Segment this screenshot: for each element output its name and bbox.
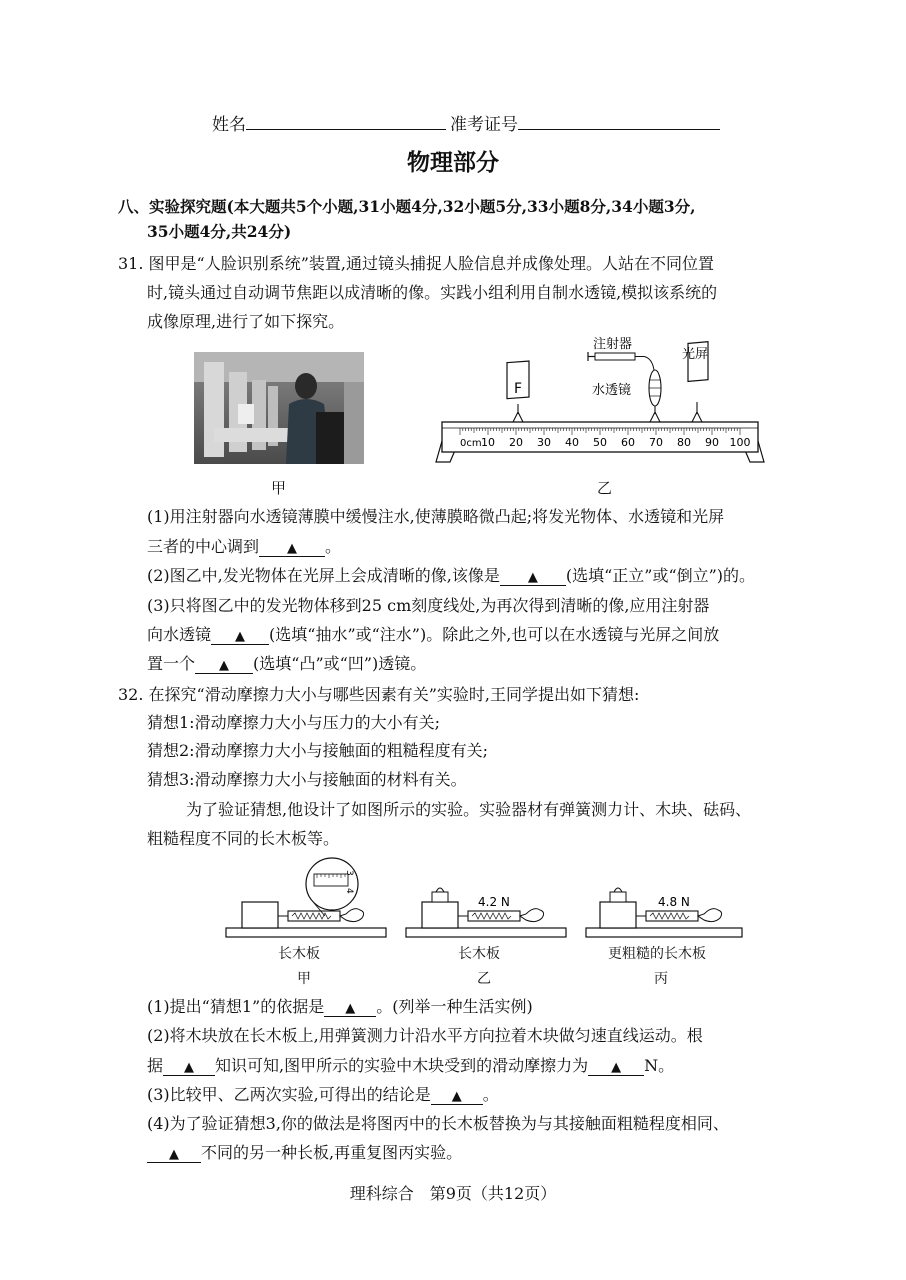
answer-blank: ▲: [259, 537, 325, 557]
answer-blank: ▲: [324, 997, 376, 1017]
ruler-tick-label: 20: [509, 436, 523, 449]
ruler-tick-label: 80: [677, 436, 691, 449]
q31-intro-line3: 成像原理,进行了如下探究。: [147, 312, 345, 331]
fig3-caption: 丙: [654, 971, 668, 987]
exam-number-field: [450, 110, 720, 135]
reading-2: 4.2 N: [478, 895, 510, 909]
weight-2: [432, 892, 448, 902]
long-board-2: [406, 928, 566, 937]
optical-bench-figure: [430, 336, 770, 466]
section-heading-line2: 35小题4分,共24分): [147, 222, 292, 241]
q32-part3: [147, 1082, 499, 1105]
q32-guess2: 猜想2:滑动摩擦力大小与接触面的粗糙程度有关;: [147, 741, 488, 760]
dial-number-4: 4: [344, 888, 354, 894]
section-heading-line1: 八、实验探究题(本大题共5个小题,31小题4分,32小题5分,33小题8分,34小题3分,: [118, 197, 696, 216]
q31-part3-line3: [147, 651, 426, 674]
name-label: 姓名: [212, 115, 246, 135]
page-title: 物理部分: [407, 149, 499, 176]
exam-number-blank: [518, 111, 720, 130]
q31-part3-text3: 置一个: [147, 654, 196, 673]
reading-3: 4.8 N: [658, 895, 690, 909]
fig3-board-label: 更粗糙的长木板: [608, 946, 706, 962]
q32-part1-end: 。(列举一种生活实例): [376, 997, 533, 1016]
q31-part2: [147, 563, 755, 586]
weight-3: [610, 892, 626, 902]
hand-icon-1: [340, 909, 364, 922]
name-field: [212, 110, 446, 135]
fig-yi-caption: 乙: [597, 479, 613, 497]
answer-blank: ▲: [147, 1143, 201, 1163]
dial-number-3: 3: [344, 870, 354, 876]
page-footer: 理科综合 第9页（共12页）: [349, 1184, 557, 1203]
long-board-1: [226, 928, 386, 937]
friction-experiment-figure: [222, 854, 752, 948]
q31-part1-line2: [147, 534, 341, 557]
q32-part1: [147, 994, 533, 1017]
q31-part3-text: 向水透镜: [147, 625, 212, 644]
q32-part2-text: 据: [147, 1056, 164, 1075]
q32-part3-end: 。: [482, 1085, 499, 1104]
fig1-board-label: 长木板: [278, 946, 320, 962]
label-screen: 光屏: [682, 347, 709, 362]
rough-board-3: [586, 928, 742, 937]
name-blank: [246, 111, 446, 130]
q32-guess3: 猜想3:滑动摩擦力大小与接触面的材料有关。: [147, 770, 467, 789]
label-syringe: 注射器: [593, 337, 633, 352]
q32-para-line2: 粗糙程度不同的长木板等。: [147, 829, 340, 848]
face-recognition-photo: [194, 352, 364, 464]
spring-scale-1: [288, 911, 340, 921]
ruler-tick-label: 10: [481, 436, 495, 449]
spring-scale-3: [646, 911, 698, 921]
ruler-tick-label: 90: [705, 436, 719, 449]
q32-part2-line2: [147, 1053, 674, 1076]
exam-number-label: 准考证号: [450, 115, 518, 135]
fig-jia-caption: 甲: [271, 479, 287, 497]
q31-intro-line2: 时,镜头通过自动调节焦距以成清晰的像。实践小组利用自制水透镜,模拟该系统的: [147, 283, 718, 302]
hand-icon-2: [520, 909, 544, 922]
ruler-unit-label: 0cm: [460, 438, 482, 449]
ruler-tick-label: 40: [565, 436, 579, 449]
q31-intro-line1: 31. 图甲是“人脸识别系统”装置,通过镜头捕捉人脸信息并成像处理。人站在不同位置: [118, 254, 714, 273]
label-water-lens: 水透镜: [592, 383, 632, 398]
wood-block-3: [600, 902, 636, 928]
q32-intro: 32. 在探究“滑动摩擦力大小与哪些因素有关”实验时,王同学提出如下猜想:: [118, 685, 640, 704]
answer-blank: ▲: [163, 1056, 215, 1076]
q31-part2-text: (2)图乙中,发光物体在光屏上会成清晰的像,该像是: [147, 566, 500, 585]
fig2-board-label: 长木板: [458, 946, 500, 962]
q31-part3-line1: (3)只将图乙中的发光物体移到25 cm刻度线处,为再次得到清晰的像,应用注射器: [147, 596, 710, 615]
wood-block-2: [422, 902, 458, 928]
q32-guess1: 猜想1:滑动摩擦力大小与压力的大小有关;: [147, 713, 440, 732]
q31-part1-text: 三者的中心调到: [147, 537, 260, 556]
hand-icon-3: [698, 909, 722, 922]
fig1-caption: 甲: [297, 971, 311, 987]
q32-part4-end: 不同的另一种长板,再重复图丙实验。: [201, 1143, 463, 1162]
wood-block-1: [242, 902, 278, 928]
q31-part1-line1: (1)用注射器向水透镜薄膜中缓慢注水,使薄膜略微凸起;将发光物体、水透镜和光屏: [147, 507, 725, 526]
object-letter: F: [514, 381, 523, 397]
ruler-tick-label: 60: [621, 436, 635, 449]
q32-part2-text2: 知识可知,图甲所示的实验中木块受到的滑动摩擦力为: [215, 1056, 589, 1075]
q32-part2-end: N。: [644, 1056, 675, 1075]
q32-part4-line1: (4)为了验证猜想3,你的做法是将图丙中的长木板替换为与其接触面粗糙程度相同、: [147, 1114, 729, 1133]
answer-blank: ▲: [431, 1085, 483, 1105]
ruler-tick-label: 70: [649, 436, 663, 449]
answer-blank: ▲: [211, 625, 269, 645]
fig2-caption: 乙: [477, 971, 491, 987]
q32-part4-line2: [147, 1140, 462, 1163]
spring-scale-2: [468, 911, 520, 921]
q32-part3-text: (3)比较甲、乙两次实验,可得出的结论是: [147, 1085, 431, 1104]
object-holder: [513, 404, 523, 422]
q31-part3-line2: [147, 622, 719, 645]
q32-part2-line1: (2)将木块放在长木板上,用弹簧测力计沿水平方向拉着木块做匀速直线运动。根: [147, 1026, 703, 1045]
q31-part3-end: (选填“凸”或“凹”)透镜。: [253, 654, 427, 673]
syringe-icon: [595, 353, 635, 360]
ruler-tick-label: 100: [729, 436, 751, 449]
answer-blank: ▲: [588, 1056, 644, 1076]
answer-blank: ▲: [195, 654, 253, 674]
ruler-tick-label: 30: [537, 436, 551, 449]
ruler-tick-label: 50: [593, 436, 607, 449]
q31-part1-end: 。: [325, 537, 342, 556]
q32-para-line1: 为了验证猜想,他设计了如图所示的实验。实验器材有弹簧测力计、木块、砝码、: [186, 800, 752, 819]
q32-part1-text: (1)提出“猜想1”的依据是: [147, 997, 325, 1016]
q31-part2-end: (选填“正立”或“倒立”)的。: [565, 566, 756, 585]
q31-part3-text2: (选填“抽水”或“注水”)。除此之外,也可以在水透镜与光屏之间放: [269, 625, 720, 644]
answer-blank: ▲: [500, 566, 566, 586]
